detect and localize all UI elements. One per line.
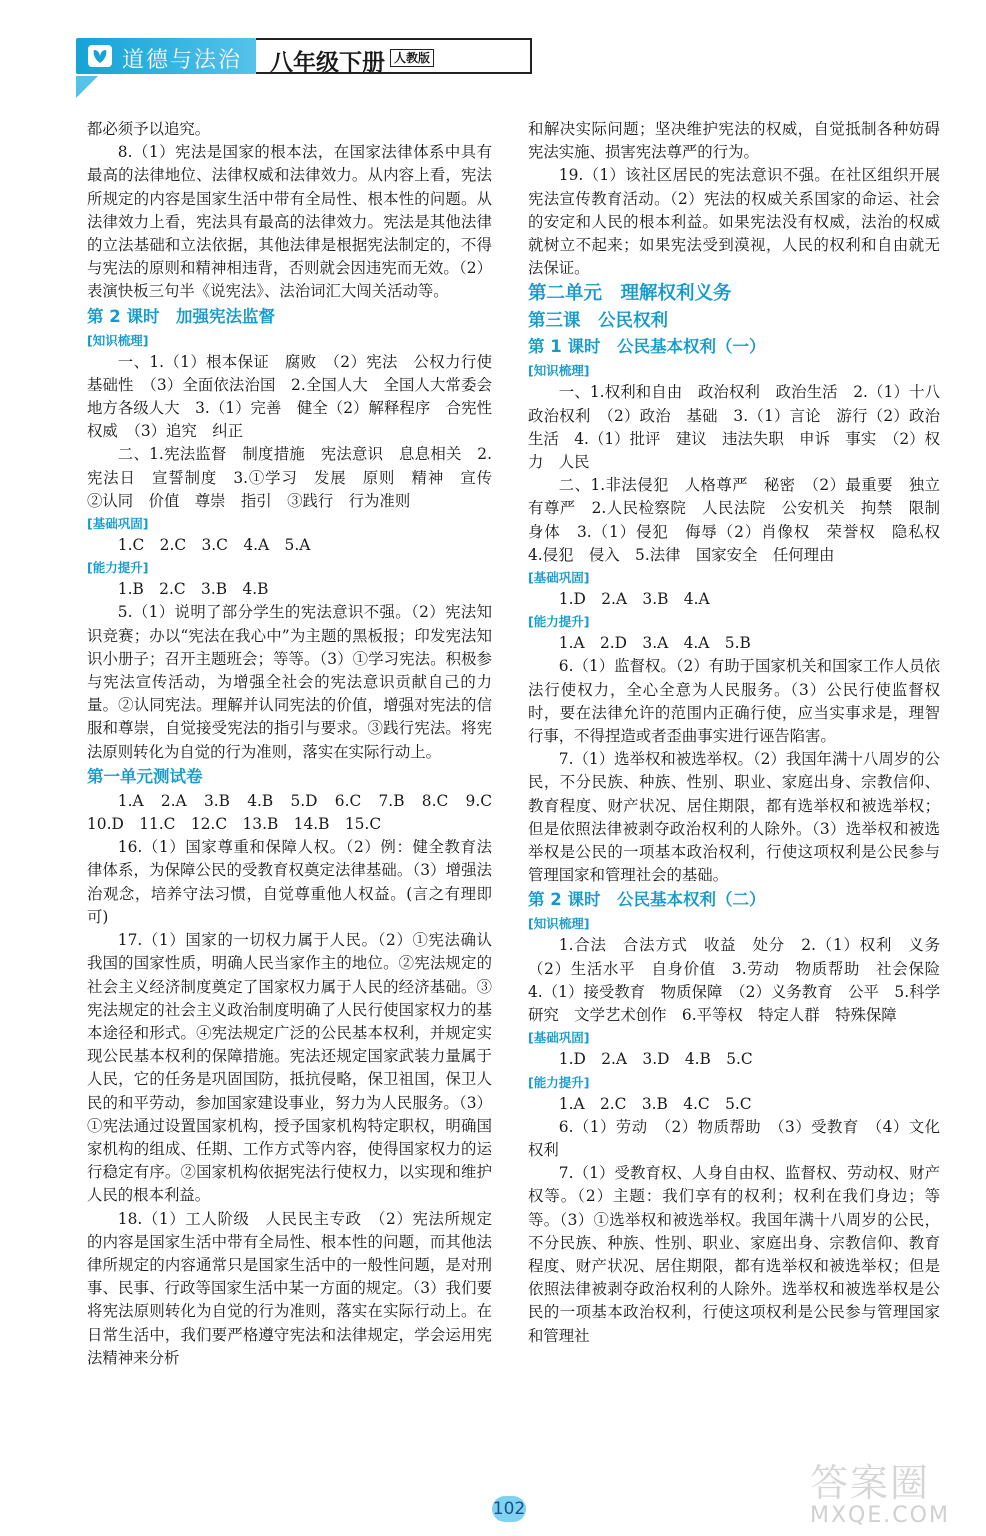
grade-title: 八年级下册 — [270, 50, 385, 76]
answer-paragraph: 1.D 2.A 3.D 4.B 5.C — [558, 1050, 753, 1069]
answer-paragraph: 二、1.宪法监督 制度措施 宪法意识 息息相关 2.宪法日 宣誓制度 3.①学习 发展 原则 精神 宣传 ②认同 价值 尊崇 指引 ③践行 行为准则 — [87, 445, 508, 510]
answer-paragraph: 一、1.权利和自由 政治权利 政治生活 2.（1）十八 政治权利 （2）政治 基础 3.（1）言论 游行（2）政治生活 4.（1）批评 建议 违法失职 申诉 事实 （2）权力 人民 — [528, 383, 956, 472]
section-heading: 第 2 课时 公民基本权利（二） — [528, 890, 766, 910]
header-corner-decoration — [76, 76, 98, 98]
section-tag: [基础巩固] — [528, 1030, 590, 1046]
answer-paragraph: 二、1.非法侵犯 人格尊严 秘密 （2）最重要 独立 有尊严 2.人民检察院 人民法院 公安机关 拘禁 限制 身体 3.（1）侵犯 侮辱（2）肖像权 荣誉权 隐私权 4.侵犯 侵入 5.法律 国家安全 任何理由 — [528, 476, 956, 564]
answer-paragraph: 1.A 2.D 3.A 4.A 5.B — [558, 634, 751, 653]
answer-paragraph: 1.合法 合法方式 收益 处分 2.（1）权利 义务 （2）生活水平 自身价值 3.劳动 物质帮助 社会保险 4.（1）接受教育 物质保障 （2）义务教育 公平 5.科学研究 文学艺术创作 6.平等权 特定人群 特殊保障 — [528, 936, 956, 1025]
watermark-logo — [810, 1462, 970, 1532]
header-banner — [76, 38, 456, 78]
answer-paragraph: 16.（1）国家尊重和保障人权。（2）例：健全教育法律体系，为保障公民的受教育权奠定法律基础。（3）增强法治观念，培养守法习惯，自觉尊重他人权益。(言之有理即可) — [87, 838, 492, 926]
answer-paragraph: 1.D 2.A 3.B 4.A — [558, 590, 710, 609]
subject-banner — [76, 38, 256, 74]
answer-paragraph: 7.（1）选举权和被选举权。（2）我国年满十八周岁的公民，不分民族、种族、性别、职业、家庭出身、宗教信仰、教育程度、财产状况、居住期限，都有选举权和被选举权；但是依照法律被剥夺政治权利的人除外。（3）选举权和被选举权是公民的一项基本政治权利，行使这项权利是公民参与管理国家和管理社会的基础。 — [528, 750, 940, 885]
watermark-text: 答案圈 — [810, 1461, 931, 1505]
answer-paragraph: 1.A 2.C 3.B 4.C 5.C — [558, 1094, 752, 1113]
section-heading: 第一单元测试卷 — [87, 766, 203, 786]
section-tag: [能力提升] — [87, 560, 149, 576]
watermark-url: MXQE.COM — [810, 1503, 950, 1528]
section-heading: 第 2 课时 加强宪法监督 — [87, 306, 275, 326]
answer-paragraph: 都必须予以追究。 — [87, 120, 211, 138]
answer-paragraph: 和解决实际问题；坚决维护宪法的权威，自觉抵制各种妨碍宪法实施、损害宪法尊严的行为。 — [528, 120, 940, 162]
section-tag: [知识梳理] — [528, 916, 590, 932]
edition-badge: 人教版 — [390, 49, 434, 67]
leaf-icon — [88, 45, 112, 67]
page-number: 102 — [492, 1496, 526, 1522]
right-column — [528, 118, 956, 1348]
section-tag: [能力提升] — [528, 1074, 590, 1090]
answer-paragraph: 一、1.（1）根本保证 腐败 （2）宪法 公权力行使 基础性 （3）全面依法治国 2.全国人大 全国人大常委会 地方各级人大 3.（1）完善 健全（2）解释程序 合宪性 权威 （3）追究 纠正 — [87, 352, 508, 441]
answer-paragraph: 6.（1）监督权。（2）有助于国家机关和国家工作人员依法行使权力，全心全意为人民服务。（3）公民行使监督权时，要在法律允许的范围内正确行使，应当实事求是，理智行事，不得捏造或者歪曲事实进行诬告陷害。 — [528, 657, 940, 746]
unit-heading: 第二单元 理解权利义务 — [528, 283, 732, 305]
answer-paragraph: 5.（1）说明了部分学生的宪法意识不强。（2）宪法知识竞赛；办以“宪法在我心中”为主题的黑板报；印发宪法知识小册子；召开主题班会；等等。（3）①学习宪法。积极参与宪法宣传活动，为增强全社会的宪法意识贡献自己的力量。②认同宪法。理解并认同宪法的价值，增强对宪法的信服和尊崇，自觉接受宪法的指引与要求。③践行宪法。将宪法原则转化为自觉的行为准则，落实在实际行动上。 — [87, 603, 492, 761]
answer-paragraph: 1.B 2.C 3.B 4.B — [117, 580, 269, 599]
answer-paragraph: 7.（1）受教育权、人身自由权、监督权、劳动权、财产权等。（2）主题：我们享有的权利；权利在我们身边；等等。（3）①选举权和被选举权。我国年满十八周岁的公民，不分民族、种族、性别、职业、家庭出身、宗教信仰、教育程度、财产状况、居住期限，都有选举权和被选举权；但是依照法律被剥夺政治权利的人除外。选举权和被选举权是公民的一项基本政治权利，行使这项权利是公民参与管理国家和管理社 — [528, 1164, 940, 1345]
section-tag: [知识梳理] — [528, 363, 590, 379]
subject-title: 道德与法治 — [122, 48, 243, 73]
section-heading: 第 1 课时 公民基本权利（一） — [528, 337, 766, 357]
answer-paragraph: 8.（1）宪法是国家的根本法，在国家法律体系中具有最高的法律地位、法律权威和法律效力。从内容上看，宪法所规定的内容是国家生活中带有全局性、根本性的问题。从法律效力上看，宪法具有最高的法律效力。宪法是其他法律的立法基础和立法依据，其他法律是根据宪法制定的，不得与宪法的原则和精神相违背，否则就会因违宪而无效。（2）表演快板三句半《说宪法》、法治词汇大闯关活动等。 — [87, 143, 492, 301]
answer-paragraph: 1.A 2.A 3.B 4.B 5.D 6.C 7.B 8.C 9.C 10.D 11.C 12.C 13.B 14.B 15.C — [87, 791, 508, 834]
section-tag: [能力提升] — [528, 614, 590, 630]
answer-paragraph: 1.C 2.C 3.C 4.A 5.A — [117, 536, 311, 555]
section-tag: [基础巩固] — [87, 516, 149, 532]
grade-box — [256, 38, 532, 74]
answer-paragraph: 19.（1）该社区居民的宪法意识不强。在社区组织开展宪法宣传教育活动。（2）宪法的权威关系国家的命运、社会的安定和人民的根本利益。如果宪法没有权威，法治的权威就树立不起来；如果宪法受到漠视，人民的权利和自由就无法保证。 — [528, 166, 940, 278]
lesson-heading: 第三课 公民权利 — [528, 311, 668, 332]
section-tag: [基础巩固] — [528, 570, 590, 586]
answer-paragraph: 18.（1）工人阶级 人民民主专政 （2）宪法所规定的内容是国家生活中带有全局性、根本性的问题，而其他法律所规定的内容通常只是国家生活中的一般性问题，是对刑事、民事、行政等国家生活中某一方面的规定。（3）我们要将宪法原则转化为自觉的行为准则，落实在实际行动上。在日常生活中，我们要严格遵守宪法和法律规定，学会运用宪法精神来分析 — [87, 1209, 492, 1367]
answer-paragraph: 6.（1）劳动 （2）物质帮助 （3）受教育 （4）文化权利 — [528, 1117, 940, 1159]
left-column — [87, 118, 508, 1370]
section-tag: [知识梳理] — [87, 332, 149, 348]
answer-paragraph: 17.（1）国家的一切权力属于人民。（2）①宪法确认我国的国家性质，明确人民当家作主的地位。②宪法规定的社会主义经济制度奠定了国家权力属于人民的经济基础。③宪法规定的社会主义政治制度明确了人民行使国家权力的基本途径和形式。④宪法规定广泛的公民基本权利，并规定实现公民基本权利的保障措施。宪法还规定国家武装力量属于人民，它的任务是巩固国防，抵抗侵略，保卫祖国，保卫人民的和平劳动，参加国家建设事业，努力为人民服务。（3）①宪法通过设置国家机构，授予国家机构特定职权，明确国家机构的组成、任期、工作方式等内容，使得国家权力的运行稳定有序。②国家机构依据宪法行使权力，以实现和维护人民的根本利益。 — [87, 931, 492, 1205]
